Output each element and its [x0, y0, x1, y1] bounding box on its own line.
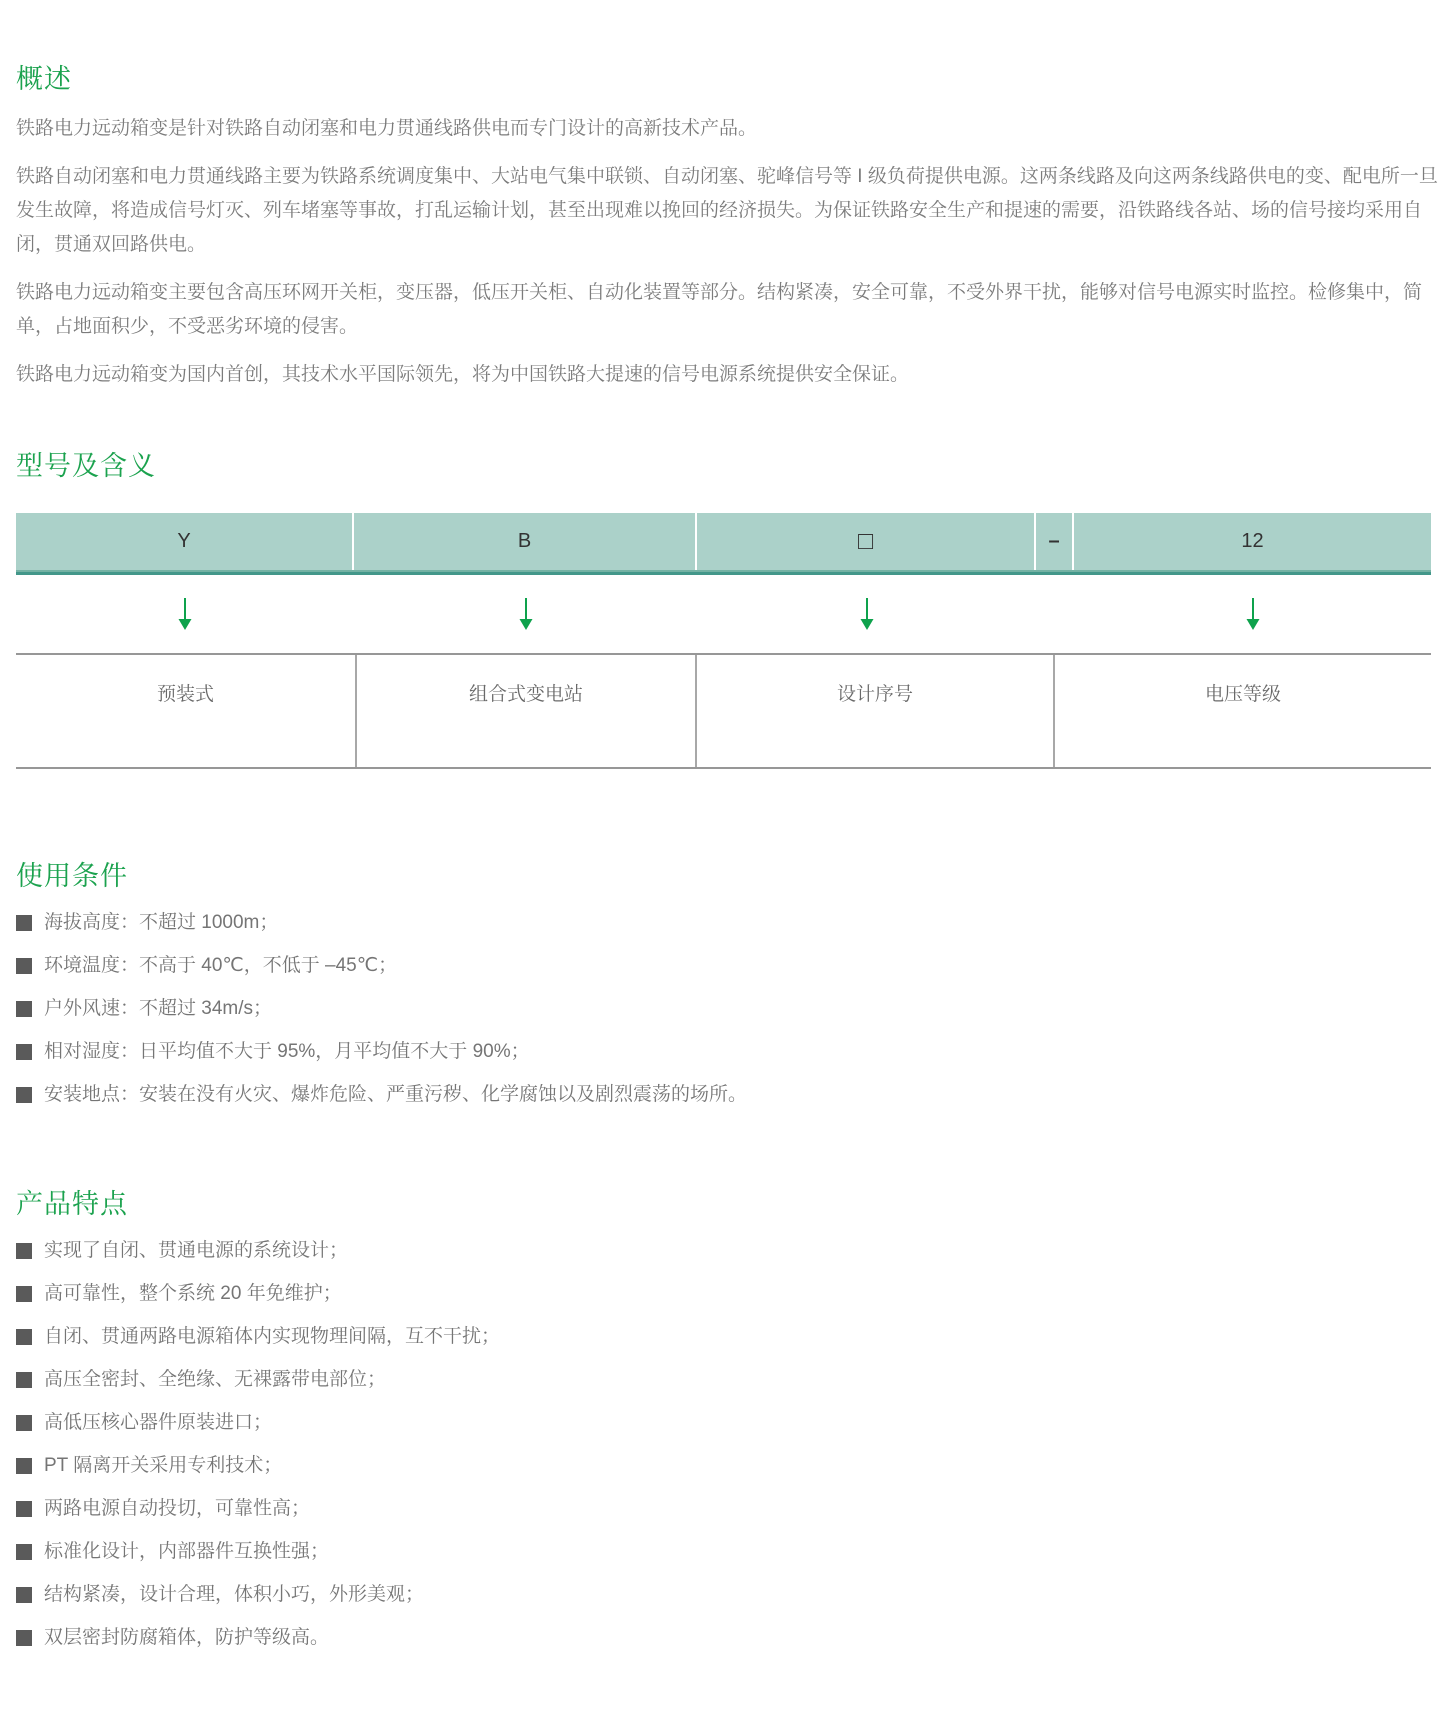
list-item-text: 双层密封防腐箱体，防护等级高。: [44, 1627, 330, 1648]
list-item: [16, 954, 1440, 978]
product-features-heading: 产品特点: [16, 1189, 128, 1219]
model-meaning-cell-4: 电压等级: [1204, 684, 1281, 705]
square-bullet-icon: [16, 1630, 32, 1646]
list-item: [16, 997, 1440, 1021]
list-item-text: 海拔高度：不超过 1000m；: [44, 912, 279, 933]
square-bullet-icon: [16, 958, 32, 974]
list-item-text: 结构紧凑，设计合理，体积小巧，外形美观；: [44, 1584, 425, 1605]
square-bullet-icon: [16, 1087, 32, 1103]
square-bullet-icon: [16, 1501, 32, 1517]
down-arrow-icon: [697, 597, 1036, 631]
list-item: [16, 911, 1440, 935]
model-meaning-cell-2: 组合式变电站: [357, 655, 697, 767]
square-bullet-icon: [16, 1286, 32, 1302]
square-bullet-icon: [16, 1001, 32, 1017]
overview-paragraph-1: 铁路电力远动箱变是针对铁路自动闭塞和电力贯通线路供电而专门设计的高新技术产品。: [16, 118, 758, 139]
list-item-text: 高压全密封、全绝缘、无裸露带电部位；: [44, 1369, 387, 1390]
list-item: [16, 1325, 1440, 1349]
list-item: [16, 1368, 1440, 1392]
list-item: [16, 1083, 1440, 1107]
list-item: [16, 1583, 1440, 1607]
usage-conditions-section: [16, 857, 1440, 1107]
list-item: [16, 1411, 1440, 1435]
square-bullet-icon: [16, 1044, 32, 1060]
list-item: [16, 1626, 1440, 1650]
overview-paragraph-2: 铁路自动闭塞和电力贯通线路主要为铁路系统调度集中、大站电气集中联锁、自动闭塞、驼峰信号等 I 级负荷提供电源。这两条线路及向这两条线路供电的变、配电所一旦发生故障，将造成信号灯灭、列车堵塞等事故，打乱运输计划，甚至出现难以挽回的经济损失。为保证铁路安全生产和提速的需要，沿铁路线各站、场的信号接均采用自闭，贯通双回路供电。: [16, 166, 1438, 255]
overview-paragraph-4: 铁路电力远动箱变为国内首创，其技术水平国际领先，将为中国铁路大提速的信号电源系统提供安全保证。: [16, 364, 910, 385]
square-bullet-icon: [16, 915, 32, 931]
model-heading: 型号及含义: [16, 451, 156, 481]
list-item: [16, 1540, 1440, 1564]
model-section: [16, 447, 1440, 769]
model-meaning-row: [16, 653, 1431, 769]
list-item: [16, 1454, 1440, 1478]
model-arrow-row: [16, 575, 1431, 653]
model-code-cell-12: 12: [1074, 513, 1431, 570]
list-item: [16, 1282, 1440, 1306]
usage-conditions-list: [16, 911, 1440, 1107]
list-item-text: PT 隔离开关采用专利技术；: [44, 1455, 283, 1476]
down-arrow-icon: [16, 597, 354, 631]
overview-paragraph-3: 铁路电力远动箱变主要包含高压环网开关柜，变压器，低压开关柜、自动化装置等部分。结构紧凑，安全可靠，不受外界干扰，能够对信号电源实时监控。检修集中，简单，占地面积少，不受恶劣环境的侵害。: [16, 282, 1423, 337]
model-meaning-cell-1: 预装式: [16, 655, 357, 767]
square-bullet-icon: [16, 1243, 32, 1259]
model-code-cell-y: Y: [16, 513, 354, 570]
square-bullet-icon: [16, 1544, 32, 1560]
down-arrow-icon: [1074, 597, 1431, 631]
list-item-text: 安装地点：安装在没有火灾、爆炸危险、严重污秽、化学腐蚀以及剧烈震荡的场所。: [44, 1084, 748, 1105]
list-item-text: 标准化设计，内部器件互换性强；: [44, 1541, 330, 1562]
model-code-cell-placeholder: □: [697, 513, 1036, 570]
square-bullet-icon: [16, 1458, 32, 1474]
model-code-cell-b: B: [354, 513, 697, 570]
square-bullet-icon: [16, 1415, 32, 1431]
list-item-text: 户外风速：不超过 34m/s；: [44, 998, 273, 1019]
overview-section: [16, 60, 1440, 392]
product-features-section: [16, 1185, 1440, 1650]
model-code-cell-dash: –: [1036, 513, 1074, 570]
down-arrow-icon: [354, 597, 697, 631]
list-item: [16, 1239, 1440, 1263]
model-code-row: [16, 513, 1431, 575]
square-bullet-icon: [16, 1329, 32, 1345]
list-item-text: 自闭、贯通两路电源箱体内实现物理间隔，互不干扰；: [44, 1326, 501, 1347]
overview-heading: 概述: [16, 64, 72, 94]
product-features-list: [16, 1239, 1440, 1650]
usage-conditions-heading: 使用条件: [16, 861, 128, 891]
model-meaning-cell-3: 设计序号: [697, 655, 1055, 767]
list-item-text: 相对湿度：日平均值不大于 95%，月平均值不大于 90%；: [44, 1041, 530, 1062]
list-item-text: 实现了自闭、贯通电源的系统设计；: [44, 1240, 349, 1261]
list-item: [16, 1040, 1440, 1064]
list-item-text: 两路电源自动投切，可靠性高；: [44, 1498, 311, 1519]
square-bullet-icon: [16, 1587, 32, 1603]
list-item: [16, 1497, 1440, 1521]
square-bullet-icon: [16, 1372, 32, 1388]
list-item-text: 高低压核心器件原装进口；: [44, 1412, 273, 1433]
list-item-text: 环境温度：不高于 40℃，不低于 –45℃；: [44, 955, 398, 976]
list-item-text: 高可靠性，整个系统 20 年免维护；: [44, 1283, 342, 1304]
